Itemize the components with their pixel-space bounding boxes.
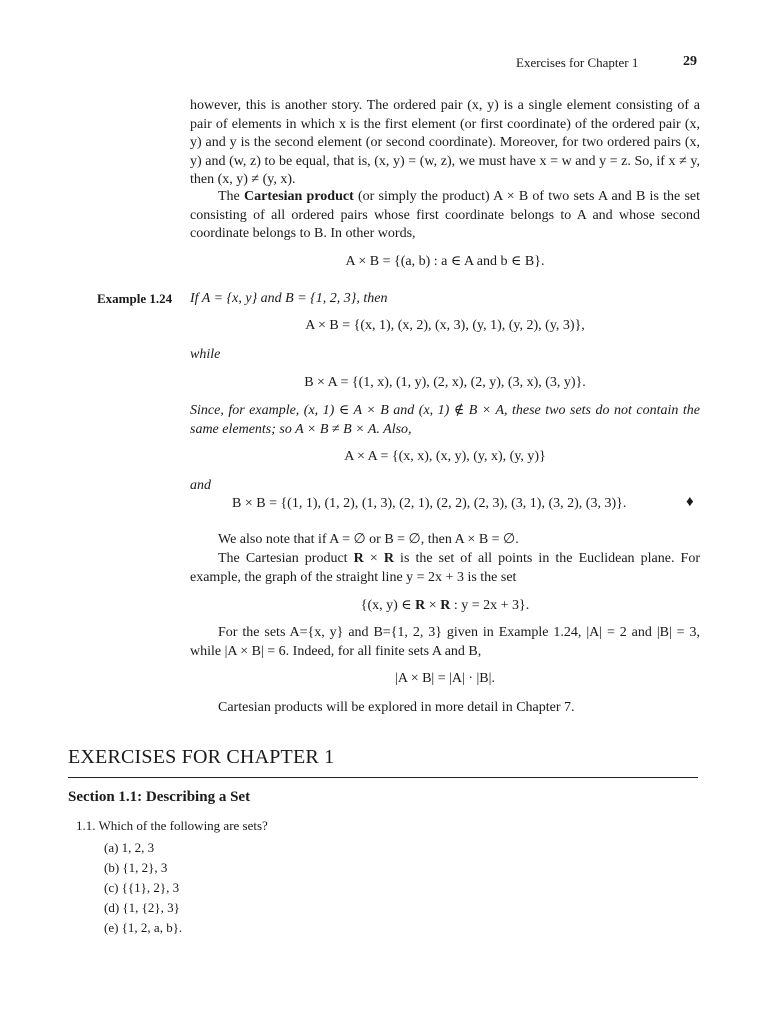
exercise-option-d: (d) {1, {2}, 3} xyxy=(104,900,180,915)
real-numbers-symbol: R xyxy=(383,551,394,566)
exercise-question: 1.1. Which of the following are sets? xyxy=(76,818,268,833)
text-run: : y = 2x + 3}. xyxy=(450,598,530,613)
text-run: (or simply the product) A × B of two sets A and B is the set consisting of all ordered pairs whose first coordinate belongs to A and whose second coordinate belongs to B. In other words, xyxy=(190,189,701,241)
page-number: 29 xyxy=(683,54,697,69)
paragraph-chapter-reference: Cartesian products will be explored in more detail in Chapter 7. xyxy=(218,700,575,715)
end-of-example-diamond-icon: ♦ xyxy=(686,494,694,510)
real-numbers-symbol: R xyxy=(415,598,426,613)
heading-rule xyxy=(68,777,698,778)
text-run: × xyxy=(425,598,441,613)
example-label: Example 1.24 xyxy=(97,291,173,306)
term-cartesian-product: Cartesian product xyxy=(244,189,354,204)
text-run: {(x, y) ∈ xyxy=(360,598,416,613)
text-run: × xyxy=(363,551,384,566)
section-heading: Section 1.1: Describing a Set xyxy=(68,789,251,805)
real-numbers-symbol: R xyxy=(353,551,364,566)
paragraph-euclidean-plane xyxy=(190,550,700,587)
exercise-option-c: (c) {{1}, 2}, 3 xyxy=(104,880,180,895)
paragraph-ordered-pair: however, this is another story. The ordered pair (x, y) is a single element consisting of a pair of elements in which x is the first element (or first coordinate) of the ordered pair (x, y) and y is the second element (or second coordinate). Moreover, for two ordered pairs (x, y) and (w, z) to be equal, that is, (x, y) = (w, z), we must have x = w and y = z. So, if x ≠ y, then (x, y) ≠ (y, x). xyxy=(190,98,700,187)
equation-a-times-a: A × A = {(x, x), (x, y), (y, x), (y, y)} xyxy=(344,449,546,464)
equation-line-graph xyxy=(190,597,700,614)
text-run: is the set of all points in the Euclidean plane. For example, the graph of the straight line y = 2x + 3 is the set xyxy=(190,551,700,585)
equation-cardinality: |A × B| = |A| · |B|. xyxy=(395,671,495,686)
paragraph-empty-set: We also note that if A = ∅ or B = ∅, then A × B = ∅. xyxy=(218,532,519,547)
text-run: The Cartesian product xyxy=(218,551,354,566)
real-numbers-symbol: R xyxy=(440,598,451,613)
equation-b-times-b: B × B = {(1, 1), (1, 2), (1, 3), (2, 1), (2, 2), (2, 3), (3, 1), (3, 2), (3, 3)}. xyxy=(232,496,627,511)
equation-a-times-b: A × B = {(x, 1), (x, 2), (x, 3), (y, 1), (y, 2), (y, 3)}, xyxy=(305,318,585,333)
equation-cartesian-definition: A × B = {(a, b) : a ∈ A and b ∈ B}. xyxy=(345,254,545,269)
equation-b-times-a: B × A = {(1, x), (1, y), (2, x), (2, y), (3, x), (3, y)}. xyxy=(304,375,586,390)
example-intro: If A = {x, y} and B = {1, 2, 3}, then xyxy=(190,291,388,306)
text-run: The xyxy=(218,189,244,204)
chapter-heading: EXERCISES FOR CHAPTER 1 xyxy=(68,746,335,768)
exercise-option-e: (e) {1, 2, a, b}. xyxy=(104,920,183,935)
running-head: Exercises for Chapter 1 xyxy=(516,55,639,70)
paragraph-cardinality: For the sets A={x, y} and B={1, 2, 3} given in Example 1.24, |A| = 2 and |B| = 3, while |A × B| = 6. Indeed, for all finite sets A and B, xyxy=(190,625,700,659)
exercise-option-a: (a) 1, 2, 3 xyxy=(104,840,155,855)
exercise-option-b: (b) {1, 2}, 3 xyxy=(104,860,168,875)
paragraph-cartesian-definition xyxy=(190,188,700,244)
example-paragraph: Since, for example, (x, 1) ∈ A × B and (x, 1) ∉ B × A, these two sets do not contain the same elements; so A × B ≠ B × A. Also, xyxy=(190,403,700,437)
text-while: while xyxy=(190,347,221,362)
text-and: and xyxy=(190,478,211,493)
